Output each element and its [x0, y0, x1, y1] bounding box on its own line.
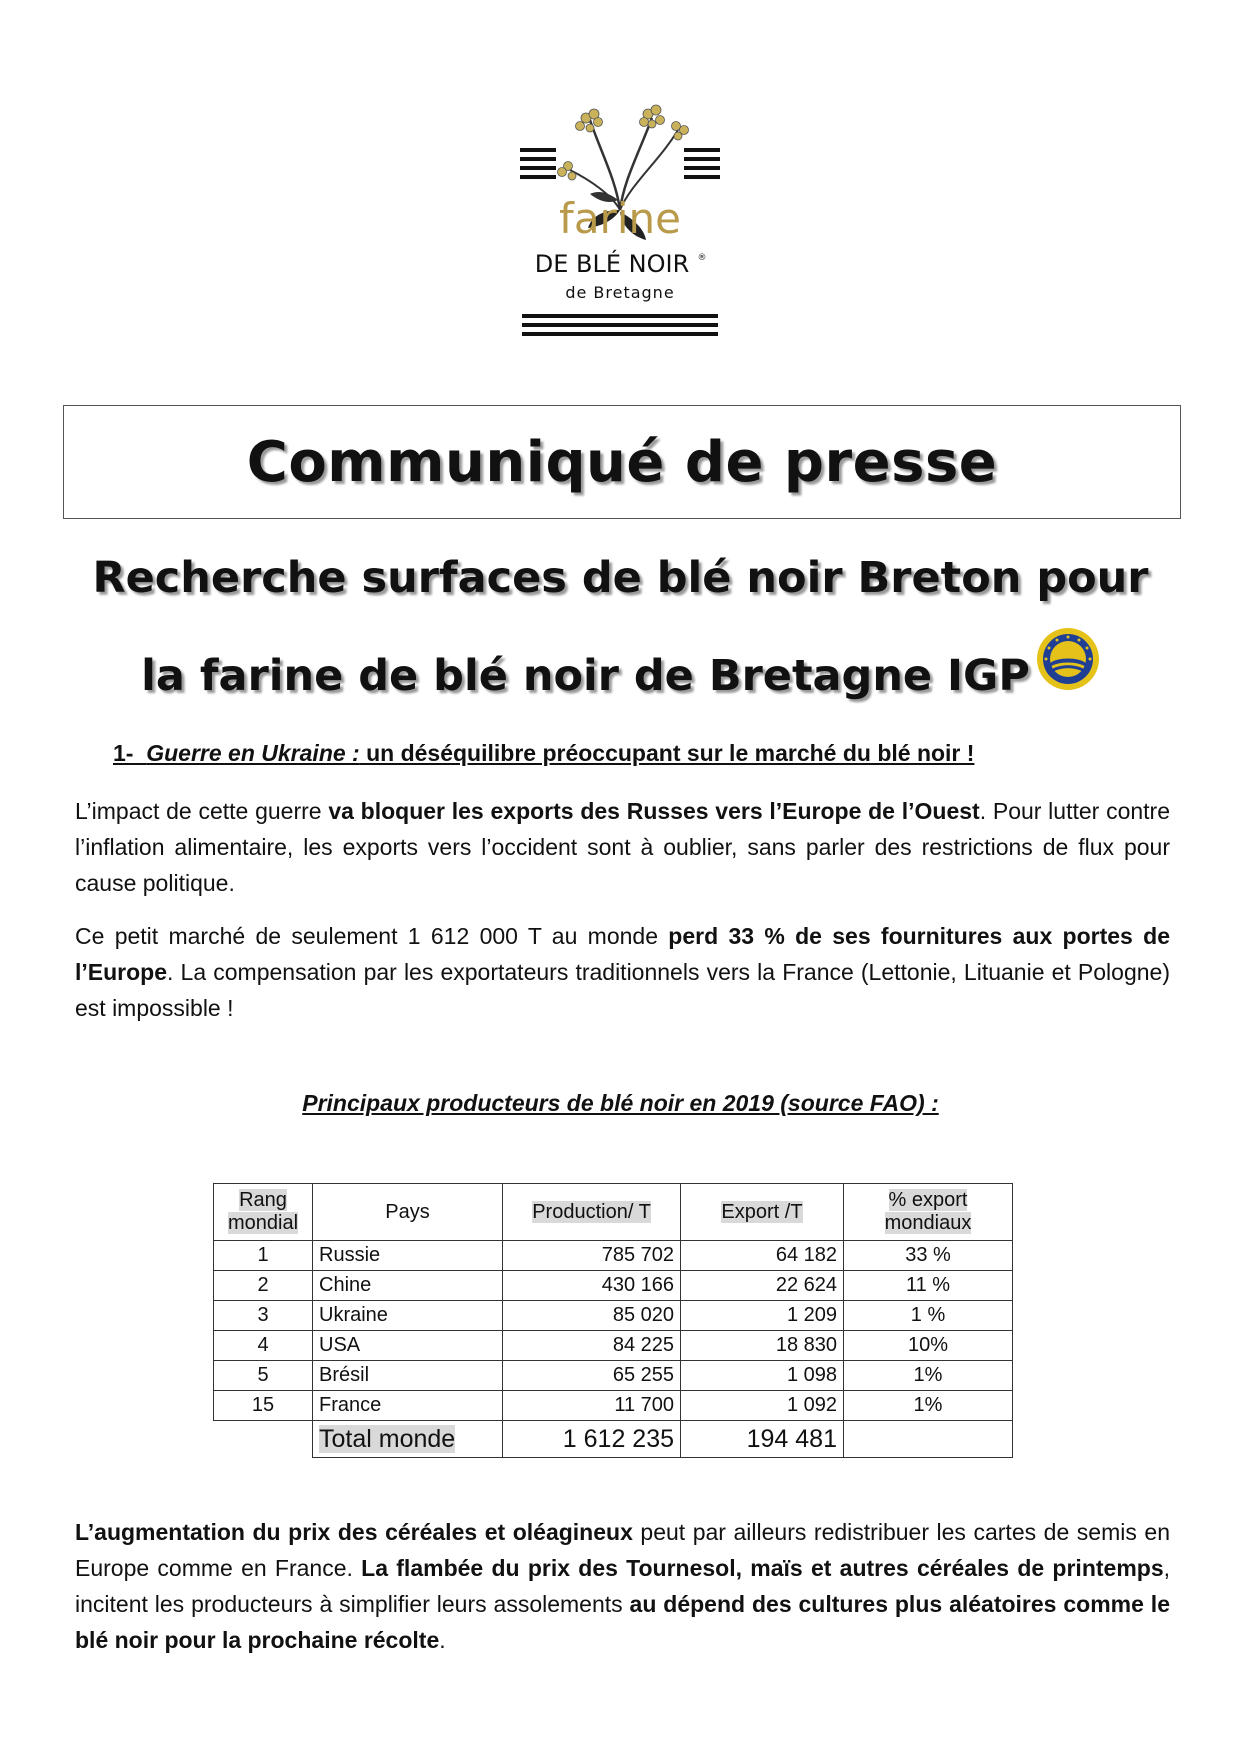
- p1-bold-1: va bloquer les exports des Russes vers l’Europe de l’Ouest: [328, 798, 980, 824]
- cell-production: 65 255: [503, 1361, 681, 1391]
- cell-empty: [214, 1421, 313, 1458]
- table-row: [214, 1301, 1013, 1331]
- cell-production: 11 700: [503, 1391, 681, 1421]
- col-pct: [844, 1184, 1013, 1241]
- cell-rank: 4: [214, 1331, 313, 1361]
- cell-country: Chine: [313, 1271, 503, 1301]
- cell-country: Russie: [313, 1241, 503, 1271]
- col-export-label: Export /T: [721, 1200, 803, 1223]
- cell-country: USA: [313, 1331, 503, 1361]
- table-caption: Principaux producteurs de blé noir en 2019 (source FAO) :: [302, 1090, 939, 1116]
- subtitle-line2-text: la farine de blé noir de Bretagne IGP: [141, 651, 1030, 701]
- col-rank-l2: mondial: [227, 1212, 299, 1234]
- col-rank-l1: Rang: [239, 1189, 287, 1211]
- cell-pct: 1%: [844, 1361, 1013, 1391]
- col-rank: [214, 1184, 313, 1241]
- p3-text-2: , incitent les producteurs à simplifier leurs assolements: [75, 1555, 1170, 1617]
- cell-export: 22 624: [681, 1271, 844, 1301]
- col-pct-l1: % export: [888, 1189, 968, 1211]
- section-heading: [113, 740, 974, 767]
- logo-line2: DE BLÉ NOIR: [534, 250, 690, 278]
- section-number: 1-: [113, 740, 134, 766]
- cell-rank: 1: [214, 1241, 313, 1271]
- table-header-row: [214, 1184, 1013, 1241]
- cell-rank: 15: [214, 1391, 313, 1421]
- brand-logo: [520, 100, 720, 350]
- section-heading-italic: Guerre en Ukraine :: [146, 740, 360, 766]
- cell-pct: 11 %: [844, 1271, 1013, 1301]
- cell-pct: 1 %: [844, 1301, 1013, 1331]
- table-row: [214, 1271, 1013, 1301]
- col-pct-l2: mondiaux: [884, 1212, 972, 1234]
- cell-country: France: [313, 1391, 503, 1421]
- p2-text-1: Ce petit marché de seulement 1 612 000 T au monde: [75, 923, 669, 949]
- cell-total-export: 194 481: [681, 1421, 844, 1458]
- buckwheat-flower-icon: [520, 100, 720, 350]
- cell-production: 85 020: [503, 1301, 681, 1331]
- section-heading-rest: un déséquilibre préoccupant sur le marché du blé noir !: [359, 740, 975, 766]
- cell-production: 785 702: [503, 1241, 681, 1271]
- cell-country: Ukraine: [313, 1301, 503, 1331]
- cell-rank: 5: [214, 1361, 313, 1391]
- p1-text-2: . Pour lutter contre l’inflation alimentaire, les exports vers l’occident sont à oublier, sans parler des restrictions de flux pour cause politique.: [75, 798, 1170, 896]
- paragraph-1: [75, 793, 1170, 901]
- cell-production: 84 225: [503, 1331, 681, 1361]
- logo-registered: ®: [697, 253, 707, 263]
- p2-text-2: . La compensation par les exportateurs traditionnels vers la France (Lettonie, Lituanie et Pologne) est impossible !: [75, 959, 1170, 1021]
- col-production-label: Production/ T: [532, 1200, 651, 1223]
- col-country: Pays: [313, 1184, 503, 1241]
- paragraph-2: [75, 918, 1170, 1026]
- cell-export: 1 209: [681, 1301, 844, 1331]
- cell-total-production: 1 612 235: [503, 1421, 681, 1458]
- p3-bold-3: au dépend des cultures plus aléatoires comme le blé noir pour la prochaine récolte: [75, 1591, 1170, 1653]
- cell-country: Brésil: [313, 1361, 503, 1391]
- cell-export: 64 182: [681, 1241, 844, 1271]
- page-title: Communiqué de presse: [246, 429, 998, 495]
- cell-pct: 1%: [844, 1391, 1013, 1421]
- producers-table: [213, 1183, 1013, 1458]
- igp-label-icon: [1036, 627, 1100, 691]
- cell-pct: 10%: [844, 1331, 1013, 1361]
- p1-text-1: L’impact de cette guerre: [75, 798, 329, 824]
- cell-export: 18 830: [681, 1331, 844, 1361]
- table-total-row: [214, 1421, 1013, 1458]
- logo-word: farine: [559, 194, 681, 243]
- col-production: [503, 1184, 681, 1241]
- total-label: Total monde: [319, 1424, 456, 1453]
- col-export: [681, 1184, 844, 1241]
- p3-text-3: .: [439, 1627, 446, 1653]
- cell-total-pct: [844, 1421, 1013, 1458]
- cell-production: 430 166: [503, 1271, 681, 1301]
- p2-bold-1: perd 33 % de ses fournitures aux portes de l’Europe: [75, 923, 1170, 985]
- p3-bold-2: La flambée du prix des Tournesol, maïs et autres céréales de printemps: [361, 1555, 1164, 1581]
- title-box: [63, 405, 1181, 519]
- table-row: [214, 1361, 1013, 1391]
- p3-text-1: peut par ailleurs redistribuer les cartes de semis en Europe comme en France.: [75, 1519, 1170, 1581]
- table-row: [214, 1241, 1013, 1271]
- paragraph-3: [75, 1514, 1170, 1658]
- cell-export: 1 098: [681, 1361, 844, 1391]
- cell-total-label: [313, 1421, 503, 1458]
- cell-rank: 2: [214, 1271, 313, 1301]
- table-row: [214, 1391, 1013, 1421]
- subtitle-line1: Recherche surfaces de blé noir Breton pour: [92, 553, 1149, 603]
- cell-pct: 33 %: [844, 1241, 1013, 1271]
- cell-rank: 3: [214, 1301, 313, 1331]
- table-row: [214, 1331, 1013, 1361]
- cell-export: 1 092: [681, 1391, 844, 1421]
- p3-bold-1: L’augmentation du prix des céréales et oléagineux: [75, 1519, 633, 1545]
- logo-line3: de Bretagne: [565, 283, 675, 302]
